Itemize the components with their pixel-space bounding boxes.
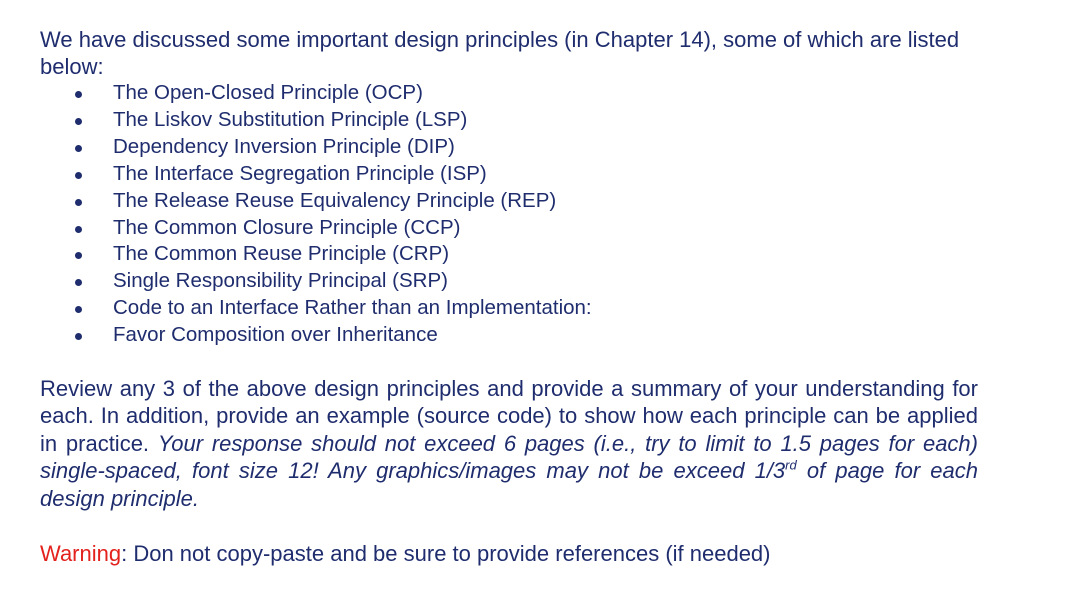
bullet-icon [75, 91, 82, 98]
task-italic-text [40, 431, 978, 511]
list-item [40, 134, 980, 161]
list-item [40, 188, 980, 215]
list-item [40, 268, 980, 295]
principle-text: Code to an Interface Rather than an Implementation: [113, 296, 592, 320]
list-item [40, 80, 980, 107]
list-item [40, 107, 980, 134]
principle-text: The Release Reuse Equivalency Principle (REP) [113, 188, 557, 212]
bullet-icon [75, 333, 82, 340]
bullet-icon [75, 306, 82, 313]
warning-text: : Don not copy-paste and be sure to provide references (if needed) [121, 541, 771, 567]
task-italic-before: Your response should not exceed 6 pages (i.e., try to limit to 1.5 pages for each) single-spaced, font size 12! Any graphics/images may not be exceed 1/3 [40, 430, 978, 484]
warning-paragraph [40, 540, 980, 567]
list-item [40, 161, 980, 188]
principle-text: The Interface Segregation Principle (ISP) [113, 161, 487, 185]
list-item [40, 215, 980, 242]
principle-text: The Common Closure Principle (CCP) [113, 215, 461, 239]
principle-text: Single Responsibility Principal (SRP) [113, 269, 448, 293]
list-item [40, 241, 980, 268]
task-plain-text: Review any 3 of the above design principles and provide a summary of your understanding for each. In addition, provide an example (source code) to show how each principle can be applied in practice. [40, 376, 978, 456]
list-item [40, 322, 980, 349]
document-body [40, 26, 980, 567]
intro-paragraph: We have discussed some important design principles (in Chapter 14), some of which are listed below: [40, 27, 960, 79]
bullet-icon [75, 145, 82, 152]
warning-label: Warning [40, 541, 122, 567]
bullet-icon [75, 118, 82, 125]
bullet-icon [75, 172, 82, 179]
principle-text: Favor Composition over Inheritance [113, 323, 438, 347]
bullet-icon [75, 226, 82, 233]
principle-text: The Common Reuse Principle (CRP) [113, 242, 450, 266]
principles-list [40, 80, 980, 349]
task-paragraph [40, 375, 978, 512]
principle-text: The Liskov Substitution Principle (LSP) [113, 107, 468, 131]
principle-text: Dependency Inversion Principle (DIP) [113, 134, 455, 158]
list-item [40, 295, 980, 322]
bullet-icon [75, 199, 82, 206]
ordinal-superscript: rd [785, 457, 797, 473]
task-italic-after: of page for each design principle. [40, 458, 978, 511]
bullet-icon [75, 252, 82, 259]
principle-text: The Open-Closed Principle (OCP) [113, 81, 423, 104]
bullet-icon [75, 279, 82, 286]
